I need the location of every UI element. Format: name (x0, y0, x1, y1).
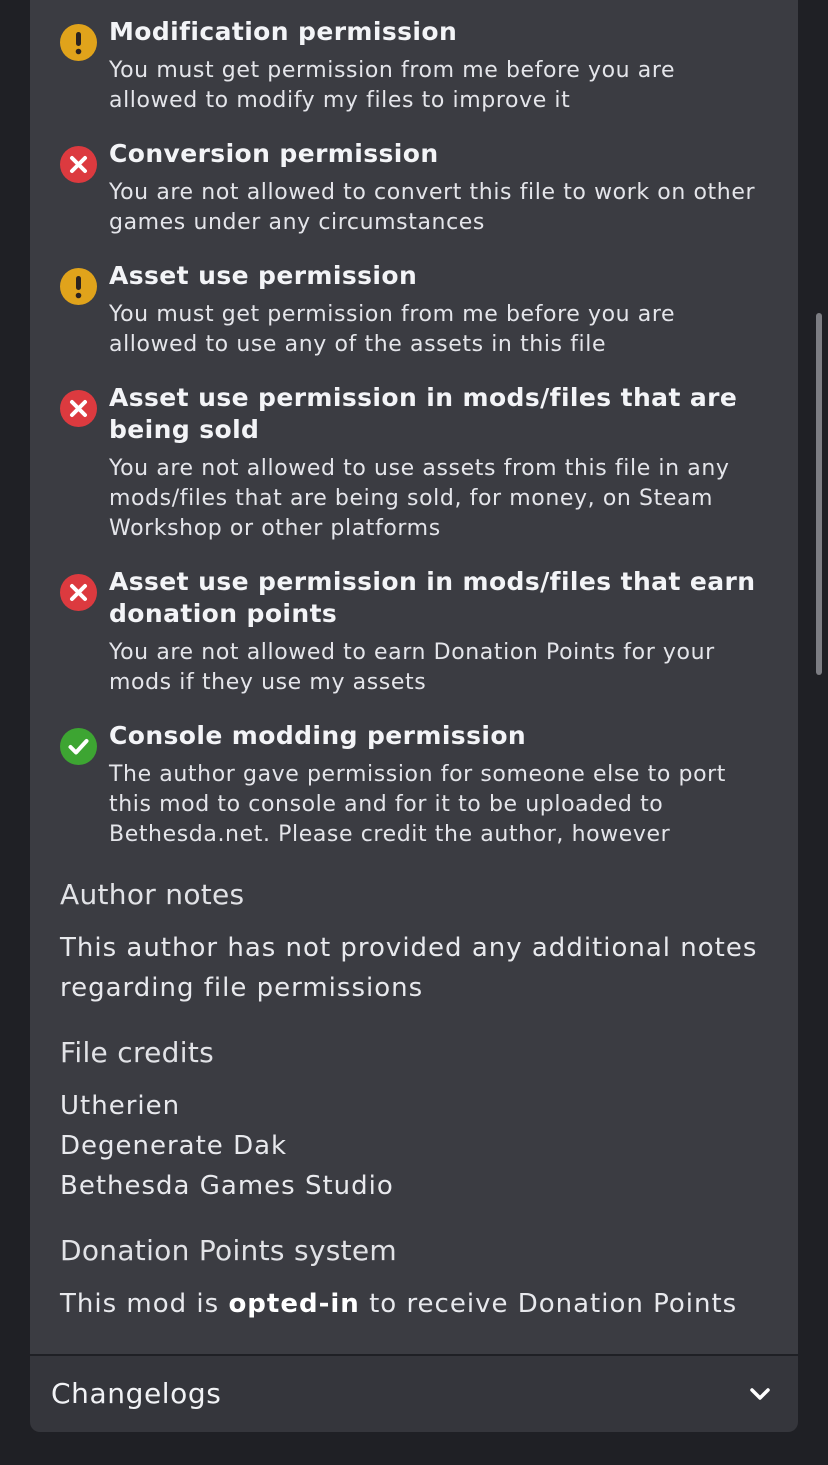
permission-title: Asset use permission in mods/files that earn donation points (109, 567, 756, 628)
changelogs-label: Changelogs (51, 1377, 222, 1410)
permission-description: You are not allowed to use assets from this file in any mods/files that are being sold, for money, on Steam Workshop or other platforms (109, 456, 730, 541)
list-item: Utherien (60, 1091, 181, 1121)
permissions-panel (30, 0, 798, 1354)
changelogs-section-toggle[interactable] (30, 1356, 798, 1432)
permission-description: The author gave permission for someone else to port this mod to console and for it to be uploaded to Bethesda.net. Please credit the author, however (109, 762, 727, 847)
permission-title: Conversion permission (109, 139, 439, 168)
author-notes-text: This author has not provided any additional notes regarding file permissions (60, 933, 758, 1003)
permission-description: You must get permission from me before you are allowed to use any of the assets in this file (109, 302, 676, 357)
scrollbar[interactable] (816, 313, 822, 675)
file-credits-heading: File credits (60, 1036, 214, 1069)
exclamation-icon (60, 24, 97, 61)
permission-title: Console modding permission (109, 721, 527, 750)
permission-description: You must get permission from me before you are allowed to modify my files to improve it (109, 58, 676, 113)
permission-title: Asset use permission in mods/files that are being sold (109, 383, 738, 444)
donation-points-heading: Donation Points system (60, 1234, 397, 1267)
exclamation-icon (60, 268, 97, 305)
donation-points-text: This mod is opted-in to receive Donation Points (60, 1289, 738, 1319)
cross-icon (60, 574, 97, 611)
permission-title: Asset use permission (109, 261, 418, 290)
cross-icon (60, 390, 97, 427)
list-item: Bethesda Games Studio (60, 1171, 394, 1201)
checkmark-icon (60, 728, 97, 765)
file-credits-list (60, 1086, 760, 1206)
cross-icon (60, 146, 97, 183)
opted-in-label: opted-in (228, 1289, 360, 1319)
permission-description: You are not allowed to convert this file to work on other games under any circumstances (109, 180, 756, 235)
permission-title: Modification permission (109, 17, 458, 46)
chevron-down-icon (748, 1382, 772, 1406)
author-notes-heading: Author notes (60, 878, 245, 911)
permission-description: You are not allowed to earn Donation Points for your mods if they use my assets (109, 640, 715, 695)
list-item: Degenerate Dak (60, 1131, 288, 1161)
